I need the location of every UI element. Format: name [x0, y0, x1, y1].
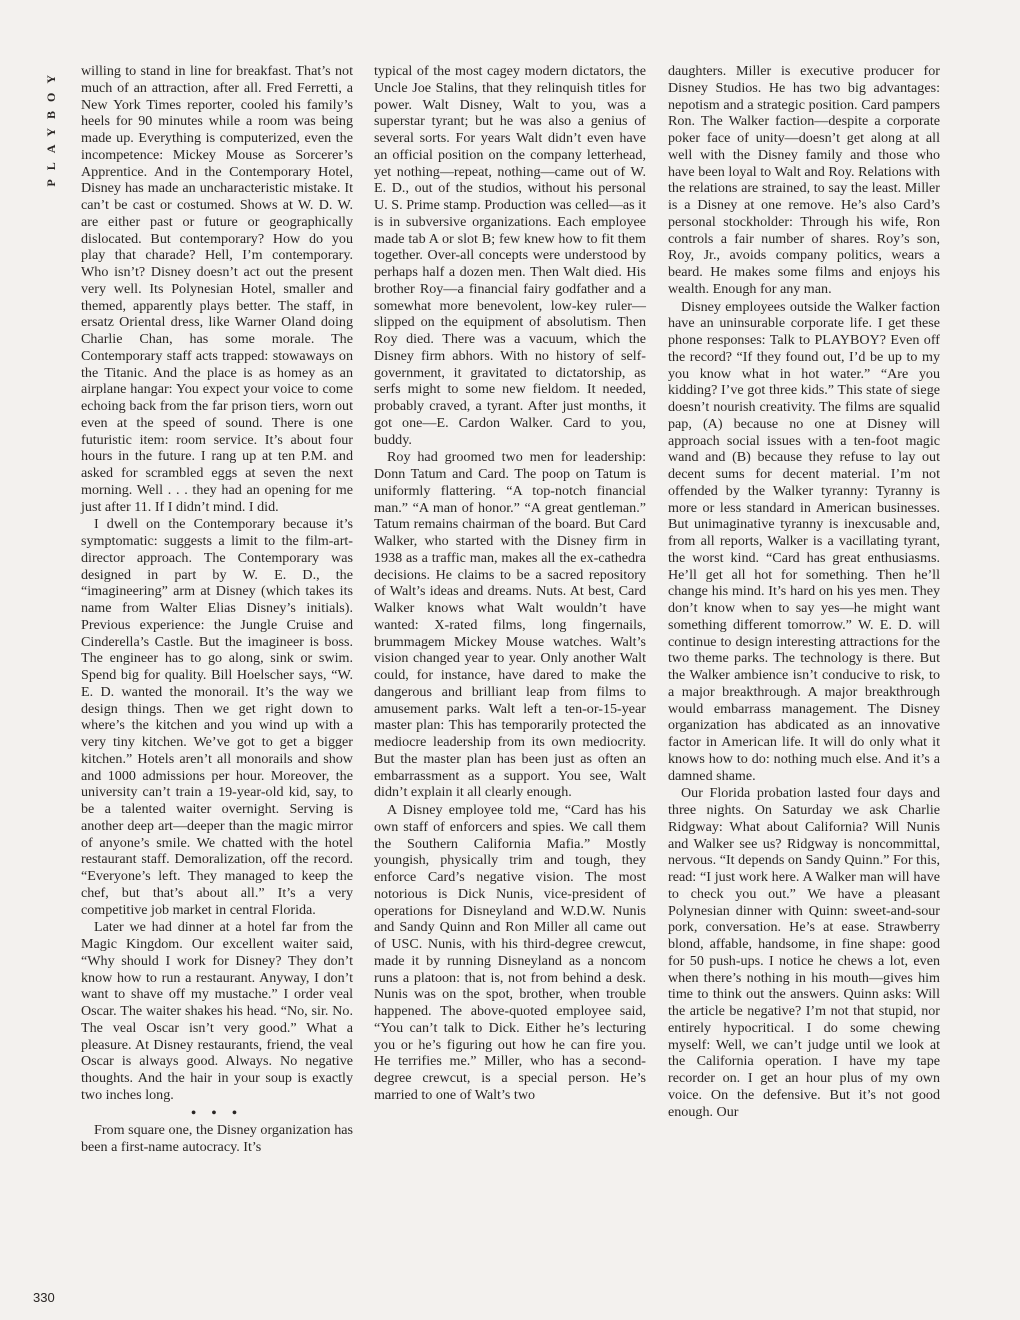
- paragraph: A Disney employee told me, “Card has his own staff of enforcers and spies. We call them the Southern California Mafia.” Mostly youngish, physically trim and tough, they enforce Card’s negative vision. The most notorious is Dick Nunis, vice-president of operations for Disneyland and W.D.W. Nunis and Sandy Quinn and Ron Miller all came out of USC. Nunis, with his third-degree crewcut, made it by running Disneyland as a noncom runs a platoon: that is, not from behind a desk. Nunis was on the spot, brother, when trouble happened. The above-quoted employee said, “You can’t talk to Dick. Either he’s lecturing you or he’s figuring out how he can fire you. He terrifies me.” Miller, who has a second-degree crewcut, is a special person. He’s married to one of Walt’s two: [374, 802, 646, 1103]
- paragraph: From square one, the Disney organization has been a first-name autocracy. It’s: [81, 1122, 353, 1155]
- text-column-2: [374, 63, 646, 1104]
- magazine-masthead: PLAYBOY: [44, 66, 58, 187]
- paragraph: Later we had dinner at a hotel far from the Magic Kingdom. Our excellent waiter said, “Why should I work for Disney? They don’t know how to run a restaurant. Anyway, I don’t want to shave off my mustache.” I order veal Oscar. The waiter shakes his head. “No, sir. No. The veal Oscar isn’t very good.” What a pleasure. At Disney restaurants, friend, the veal Oscar is always good. Always. No negative thoughts. And the hair in your soup is exactly two inches long.: [81, 919, 353, 1103]
- paragraph: typical of the most cagey modern dictators, the Uncle Joe Stalins, that they relinquish titles for power. Walt Disney, Walt to you, was a superstar tyrant; but he was also a genius of several sorts. For years Walt didn’t even have an official position on the company letterhead, yet nothing—repeat, nothing—came out of W. E. D., out of the studios, without his personal U. S. Prime stamp. Production was celled—as it is in subversive organizations. Each employee made tab A or slot B; few knew how to fit them together. Over-all concepts were understood by perhaps half a dozen men. Then Walt died. His brother Roy—a financial fairy godfather and a somewhat more benevolent, low-key ruler—slipped on the equipment of absolutism. Then Roy died. There was a vacuum, which the Disney firm abhors. With no history of self-government, it gravitated to dictatorship, as serfs might to some new fieldom. It needed, probably craved, a tyrant. After just months, it got one—E. Cardon Walker. Card to you, buddy.: [374, 63, 646, 448]
- paragraph: I dwell on the Contemporary because it’s symptomatic: suggests a limit to the film-art-director approach. The Contemporary was designed in part by W. E. D., the “imagineering” arm at Disney (which takes its name from Walter Elias Disney’s initials). Previous experience: the Jungle Cruise and Cinderella’s Castle. But the imagineer is boss. The engineer has to go along, sink or swim. Spend big for quality. Bill Hoelscher says, “W. E. D. wanted the monorail. It’s the way we design things. Then we get right down to where’s the kitchen and you wind up with a very tiny kitchen. We’ve got to get a bigger kitchen.” Hotels aren’t all monorails and show and 1000 admissions per hour. Moreover, the university can’t train a 19-year-old kid, say, to be a talented waiter overnight. Serving is another deep art—deeper than the magic mirror of anyone’s smile. We chatted with the hotel restaurant staff. Demoralization, off the record. “Everyone’s left. They managed to keep the chef, but that’s about all.” It’s a very competitive job market in central Florida.: [81, 516, 353, 918]
- paragraph: Disney employees outside the Walker faction have an uninsurable corporate life. I get these phone responses: Talk to PLAYBOY? Even off the record? “If they found out, I’d be up to my you know what in hot water.” “Are you kidding? I’ve got three kids.” This state of siege doesn’t nourish creativity. The films are squalid pap, (A) because no one at Disney will approach social issues with a ten-foot magic wand and (B) because they refuse to lay out decent sums for decent material. I’m not offended by the Walker tyranny: Tyranny is more or less standard in American businesses. But unimaginative tyranny is inexcusable and, from all reports, Walker is a vacillating tyrant, the worst kind. “Card has great enthusiasms. He’ll get all hot for something. Then he’ll change his mind. It’s hard on his yes men. They don’t know when to say yes—he might want something different tomorrow.” W. E. D. will continue to design interesting attractions for the two theme parks. The technology is there. But the Walker ambience isn’t conducive to risk, to a major breakthrough. A major breakthrough would embarrass management. The Disney organization has abdicated as an innovative factor in American life. It will do only what it knows how to do: nothing much else. And it’s a damned shame.: [668, 298, 940, 784]
- page-number: 330: [33, 1290, 55, 1305]
- paragraph: Our Florida probation lasted four days and three nights. On Saturday we ask Charlie Ridgway: What about California? Will Nunis and Walker see us? Ridgway is noncommittal, nervous. “It depends on Sandy Quinn.” For this, read: “I just work here. A Walker man will have to check you out.” We have a pleasant Polynesian dinner with Quinn: sweet-and-sour pork, conversation. He’s at ease. Strawberry blond, affable, handsome, in fine shape: good for 50 push-ups. I notice he chews a lot, even when there’s nothing in his mouth—gives him time to think out the answers. Quinn asks: Will the article be negative? I’m not that stupid, nor entirely hypocritical. I do some chewing myself: Well, we can’t judge until we look at the California operation. I have my tape recorder on. I get an hour plus of my own voice. On the defensive. But it’s not good enough. Our: [668, 785, 940, 1120]
- paragraph: Roy had groomed two men for leadership: Donn Tatum and Card. The poop on Tatum is uniformly flattering. “A top-notch financial man.” “A man of honor.” “A great gentleman.” Tatum remains chairman of the board. But Card Walker, who started with the Disney firm in 1938 as a traffic man, makes all the ex-cathedra decisions. He claims to be a sacred repository of Walt’s ideas and dreams. Nuts. At best, Card Walker knows what Walt wouldn’t have wanted: X-rated films, long fingernails, brummagem Mickey Mouse watches. Walt’s vision changed year to year. Only another Walt could, for instance, have dared to make the dangerous and brilliant leap from films to amusement parks. Walt left a ten-or-15-year master plan: This has temporarily protected the mediocre leadership from its own mediocrity. But the master plan has been just as often an embarrassment as a support. You see, Walt didn’t explain it all clearly enough.: [374, 449, 646, 801]
- text-column-3: [668, 63, 940, 1120]
- text-column-1: [81, 63, 353, 1156]
- paragraph: daughters. Miller is executive producer for Disney Studios. He has two big advantages: nepotism and a strategic position. Card pampers Ron. The Walker faction—despite a corporate poker face of unity—doesn’t get along at all well with the Disney family and those who have been loyal to Walt and Roy. Relations with the relations are strained, to say the least. Miller is a Disney at one remove. He’s also Card’s personal stockholder: Through his wife, Ron controls a fair number of shares. Roy’s son, Roy, Jr., avoids company politics, wears a beard. He makes some films and enjoys his wealth. Enough for any man.: [668, 63, 940, 297]
- section-separator: • • •: [191, 1104, 243, 1121]
- paragraph: willing to stand in line for breakfast. That’s not much of an attraction, after all. Fred Ferretti, a New York Times reporter, cooled his family’s heels for 90 minutes while a room was being made up. Everything is computerized, even the incompetence: Mickey Mouse as Sorcerer’s Apprentice. And in the Contemporary Hotel, Disney has made an uncharacteristic mistake. It can’t be cast or costumed. Shows at W. D. W. are either past or future or geographically dislocated. But contemporary? How do you play that charade? Hell, I’m contemporary. Who isn’t? Disney doesn’t act out the present very well. Its Polynesian Hotel, smaller and themed, apparently plays better. The staff, in ersatz Oriental dress, like Warner Oland doing Charlie Chan, has some morale. The Contemporary staff acts trapped: stowaways on the Titanic. And the place is as homey as an airplane hangar: You expect your voice to come echoing back from the far prison tiers, worn out even at the speed of sound. There is one futuristic item: room service. It’s about four hours in the future. I rang up at ten P.M. and asked for scrambled eggs at seven the next morning. Well . . . they had an opening for me just after 11. If I didn’t mind. I did.: [81, 63, 353, 515]
